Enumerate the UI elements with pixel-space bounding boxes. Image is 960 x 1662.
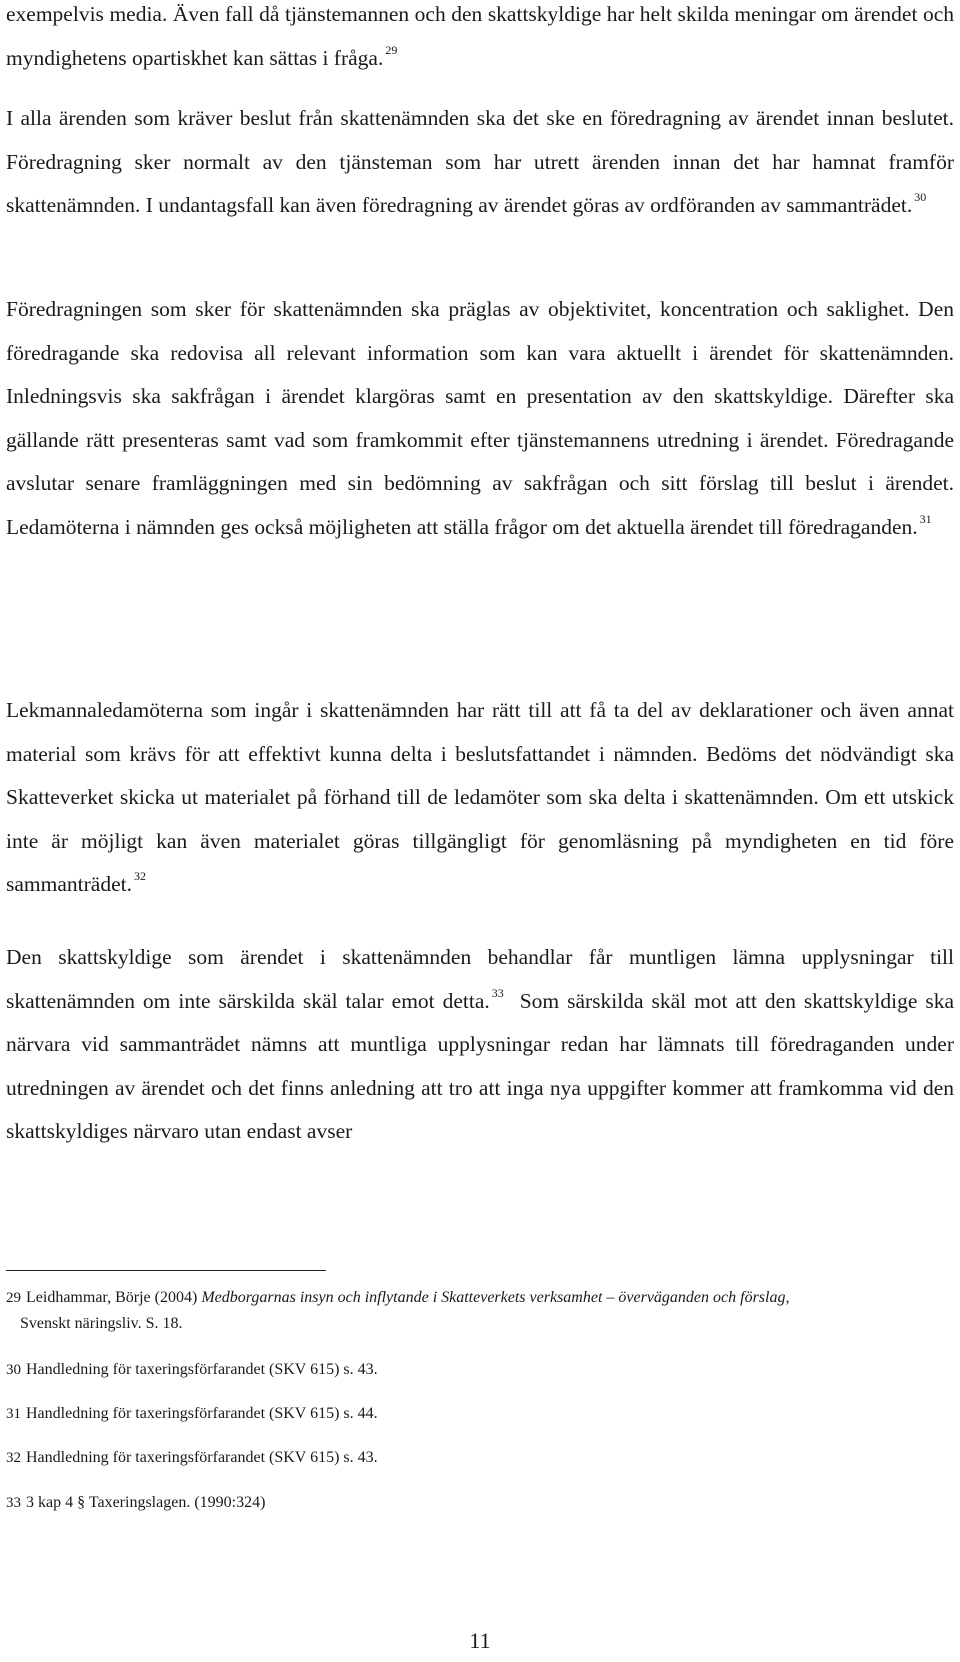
paragraph-text-continued: Som särskilda skäl mot att den skattskyldige ska närvara vid sammanträdet nämns att muntliga upplysningar redan har lämnats till föredraganden under utredningen av ärendet och det finns anledning att tro att inga nya uppgifter kommer att framkomma vid den skattskyldiges närvaro utan endast avser <box>6 988 955 1143</box>
footnote-ref-29[interactable]: 29 <box>385 42 398 57</box>
footnote-ref-31[interactable]: 31 <box>919 511 932 526</box>
footnote-ref-32[interactable]: 32 <box>133 869 146 883</box>
paragraph-text: Lekmannaledamöterna som ingår i skattenämnden har rätt till att få ta del av deklarationer och även annat material som krävs för att effektivt kunna delta i beslutsfattandet i nämnden. Bedöms det nödvändigt ska Skatteverket skicka ut materialet på förhand till de ledamöter som ska delta i skattenämnden. Om ett utskick inte är möjligt kan även materialet göras tillgängligt för genomläsning på myndigheten en tid före sammanträdet. <box>6 698 954 896</box>
paragraph-text: Föredragningen som sker för skattenämnden ska präglas av objektivitet, koncentration och saklighet. Den föredragande ska redovisa all relevant information som kan vara aktuellt i ärendet för skattenämnden. Inledningsvis ska sakfrågan i ärendet klargöras samt en presentation av den skattskyldige. Därefter ska gällande rätt presenteras samt vad som framkommit efter tjänstemannens utredning i ärendet. Föredragande avslutar senare framläggningen med sin bedömning av sakfrågan och sitt förslag till beslut i ärendet. Ledamöterna i nämnden ges också möjligheten att ställa frågor om det aktuella ärendet till föredraganden. <box>6 297 954 539</box>
footnote-30 <box>6 1357 954 1383</box>
footnote-number: 30 <box>6 1362 21 1378</box>
footnote-title: Medborgarnas insyn och inflytande i Skatteverkets verksamhet – överväganden och förslag, <box>201 1289 790 1306</box>
paragraph-text: exempelvis media. Även fall då tjänstemannen och den skattskyldige har helt skilda meningar om ärendet och myndighetens opartiskhet kan sättas i fråga. <box>6 2 954 70</box>
paragraph-text: Den skattskyldige som ärendet i skattenämnden behandlar får muntligen lämna upplysningar till skattenämnden om inte särskilda skäl talar emot detta. <box>6 945 954 1013</box>
page-number: 11 <box>469 1628 491 1653</box>
paragraph-3 <box>6 288 954 549</box>
footnote-32 <box>6 1445 954 1471</box>
footnote-number: 31 <box>6 1406 21 1422</box>
footnote-ref-33[interactable]: 33 <box>491 985 504 1000</box>
footnote-text: Handledning för taxeringsförfarandet (SKV 615) s. 43. <box>26 1361 378 1378</box>
footnote-text: Handledning för taxeringsförfarandet (SKV 615) s. 44. <box>26 1405 378 1422</box>
paragraph-5 <box>6 936 954 1154</box>
paragraph-4 <box>6 689 954 907</box>
footnote-number: 33 <box>6 1495 21 1511</box>
footnote-number: 32 <box>6 1450 21 1466</box>
footnote-number: 29 <box>6 1290 21 1306</box>
footnote-33 <box>6 1490 954 1516</box>
footnote-31 <box>6 1401 954 1427</box>
paragraph-1 <box>6 0 954 80</box>
footnote-author: Leidhammar, Börje (2004) <box>26 1289 198 1306</box>
footnote-continuation: Svenskt näringsliv. S. 18. <box>20 1315 183 1332</box>
footnote-29 <box>6 1285 954 1337</box>
footnote-text: Handledning för taxeringsförfarandet (SKV 615) s. 43. <box>26 1449 378 1466</box>
footnote-ref-30[interactable]: 30 <box>914 190 927 204</box>
paragraph-text: I alla ärenden som kräver beslut från skattenämnden ska det ske en föredragning av ärendet innan beslutet. Föredragning sker normalt av den tjänsteman som har utrett ärenden innan det har hamnat framför skattenämnden. I undantagsfall kan även föredragning av ärendet göras av ordföranden av sammanträdet. <box>6 106 954 217</box>
footnote-separator <box>6 1270 326 1271</box>
paragraph-2 <box>6 97 954 228</box>
footnote-text: 3 kap 4 § Taxeringslagen. (1990:324) <box>26 1494 266 1511</box>
